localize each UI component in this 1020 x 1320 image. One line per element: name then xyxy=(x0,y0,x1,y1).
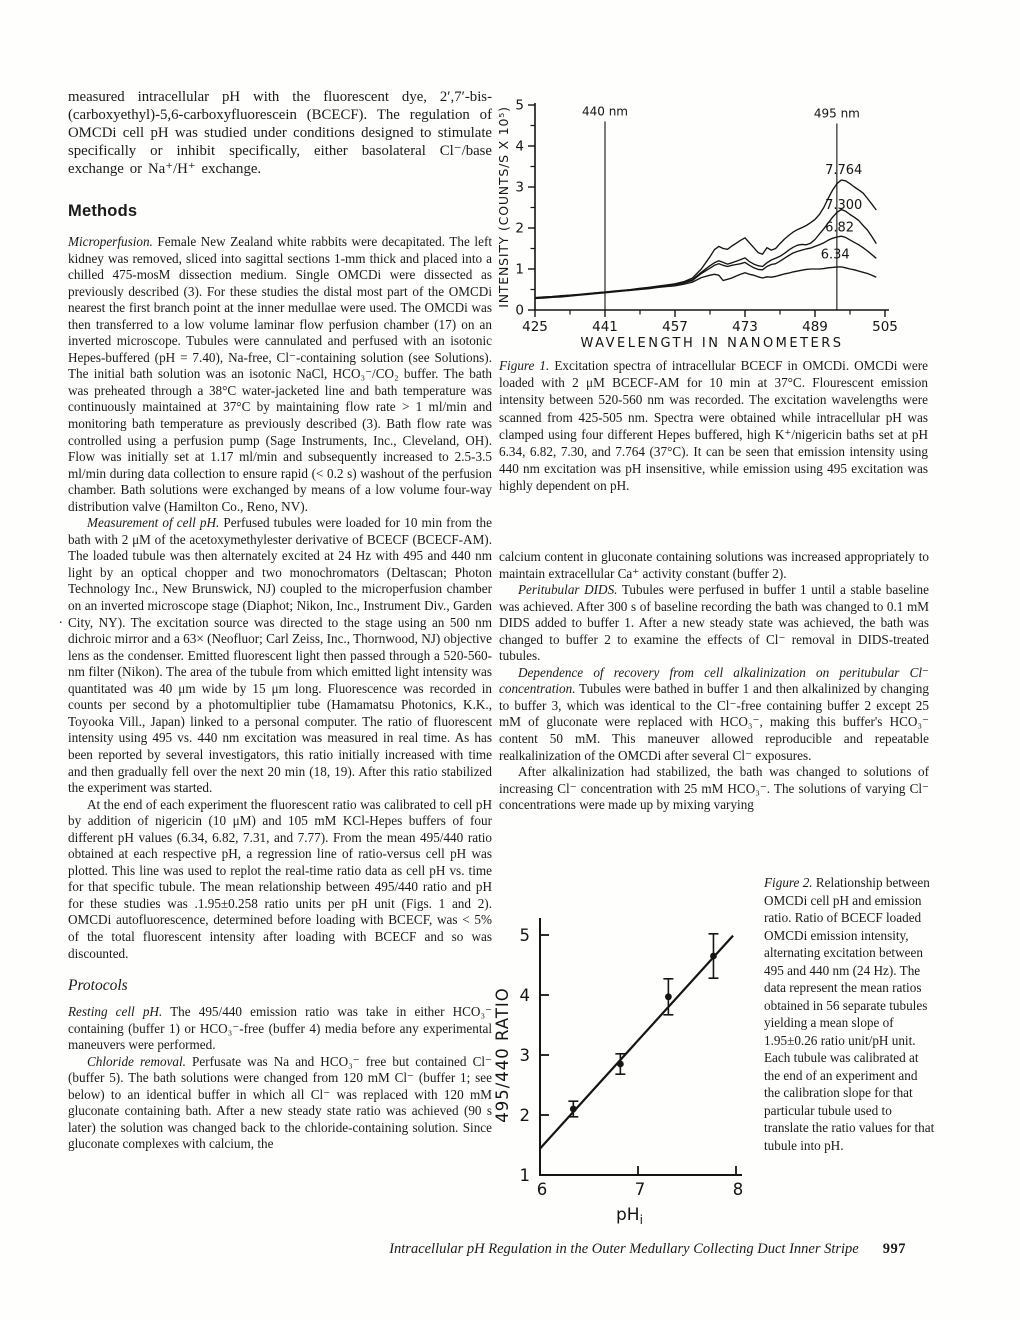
paragraph-lead: Dependence of recovery from cell alkalinization on peritubular Cl⁻ concentration. xyxy=(499,664,929,697)
paragraph-dependence xyxy=(499,665,929,764)
svg-text:441: 441 xyxy=(592,319,618,335)
left-column xyxy=(68,88,492,1153)
svg-text:7: 7 xyxy=(634,1180,646,1199)
svg-text:6.34: 6.34 xyxy=(820,247,850,263)
figure1-chart xyxy=(496,90,930,357)
figure1-caption-text: Excitation spectra of intracellular BCECF in OMCDi. OMCDi were loaded with 2 μM BCECF-AM for 10 min at 37°C. Flourescent emission intensity between 520-560 nm was recorded. The excitation wavelengths were scanned from 425-505 nm. Spectra were obtained while intracellular pH was clamped using four different Hepes buffered, high K⁺/nigericin baths set at pH 6.34, 6.82, 7.30, and 7.764 (37°C). It can be seen that emission intensity using 440 nm excitation was pH insensitive, while emission using 495 excitation was highly dependent on pH. xyxy=(499,358,929,494)
paragraph-measurement xyxy=(68,515,492,796)
svg-text:489: 489 xyxy=(802,319,828,335)
svg-text:4: 4 xyxy=(515,138,524,155)
margin-artifact: . xyxy=(59,612,63,627)
paragraph-text: Female New Zealand white rabbits were decapitated. The left kidney was removed, sliced into sagittal sections 1-mm thick and placed into a chilled 475-mosM dissection medium. Single OMCDi were dissected as previously described (3). For these studies the distal most part of the OMCDi nearest the first branch point at the inner medullae were used. The OMCDi was then transferred to a low volume laminar flow perfusion chamber (17) on an inverted microscope. Tubules were cannulated and perfused with an isotonic Hepes-buffered (pH = 7.40), Na-free, Cl⁻-containing solution (see Solutions). The initial bath solution was an isotonic NaCl, HCO₃⁻/CO₂ buffer. The bath was preheated through a 38°C water-jacketed line and bath temperature was continuously maintained at 37°C by maintaining flow rate > 1 ml/min and monitoring bath temperature as previously described (3). Bath flow rate was controlled using a perfusion pump (Sage Instruments, Inc., Cleveland, OH). Flow was initially set at 1.17 ml/min and subsequently increased to 2.5-3.5 ml/min during data collection to ensure rapid (< 0.2 s) washout of the perfusion chamber. Bath solutions were exchanged by means of a low volume four-way distribution valve (Hamilton Co., Reno, NV). xyxy=(68,234,492,514)
paragraph-microperfusion xyxy=(68,234,492,515)
paragraph-calcium xyxy=(499,549,929,582)
figure2-caption-lead: Figure 2. xyxy=(764,875,813,890)
page-number: 997 xyxy=(882,1241,906,1257)
paragraph-resting-ph xyxy=(68,1004,492,1054)
paragraph-lead: Chloride removal. xyxy=(87,1053,186,1069)
svg-text:3: 3 xyxy=(515,179,524,196)
figure2-caption-text: Relationship between OMCDi cell pH and emission ratio. Ratio of BCECF loaded OMCDi emission intensity, alternating excitation between 495 and 440 nm (24 Hz). The data represent the mean ratios obtained in 56 separate tubules yielding a mean slope of 1.95±0.26 ratio unit/pH unit. Each tubule was calibrated at the end of an experiment and the calibration slope for that particular tubule used to translate the ratio values for that tubule into pH. xyxy=(764,875,935,1153)
svg-text:7.300: 7.300 xyxy=(825,198,863,214)
methods-heading: Methods xyxy=(68,202,138,220)
svg-text:5: 5 xyxy=(519,926,530,945)
svg-text:2: 2 xyxy=(515,220,524,237)
figure2-chart xyxy=(486,898,776,1238)
svg-text:2: 2 xyxy=(519,1106,530,1125)
svg-text:505: 505 xyxy=(872,319,898,335)
paragraph-lead: Microperfusion. xyxy=(68,234,153,249)
svg-text:457: 457 xyxy=(662,319,688,335)
svg-text:3: 3 xyxy=(519,1046,530,1065)
svg-text:440 nm: 440 nm xyxy=(581,104,629,119)
paragraph-text: The 495/440 emission ratio was take in either HCO₃⁻ containing (buffer 1) or HCO₃⁻-free (buffer 4) media before any experimental maneuvers were performed. xyxy=(68,1004,492,1053)
svg-text:1: 1 xyxy=(515,261,524,278)
protocols-heading: Protocols xyxy=(68,977,128,995)
svg-text:0: 0 xyxy=(515,302,524,319)
svg-text:5: 5 xyxy=(515,97,524,114)
paragraph-text: Perfused tubules were loaded for 10 min from the bath with 2 μM of the acetoxymethylester derivative of BCECF (BCECF-AM). The loaded tubule was then alternately excited at 24 Hz with 495 and 440 nm light by an optical chopper and two monochromators (Deltascan; Photon Technology Inc., New Brunswick, NJ) coupled to the microperfusion chamber on an inverted microscope stage (Diaphot; Nikon, Inc., Instrument Div., Garden City, NY). The excitation source was directed to the stage using an 500 nm dichroic mirror and a 63× (Neofluor; Carl Zeiss, Inc., Thornwood, NJ) objective lens as the condenser. Emitted fluorescent light then passed through a 520-560-nm filter (Nikon). The area of the tubule from which emitted light intensity was quantitated was 40 μm wide by 15 μm long. Fluorescence was recorded in counts per second by a photomultiplier tube (Hamamatsu Photonics, K.K., Toyooka Vill., Japan) linked to a personal computer. The ratio of fluorescent intensity using 495 vs. 440 nm excitation was measured in real time. As has been reported by several investigators, this ratio initially increased with time and then gradually fell over the next 20 min (18, 19). After this ratio stabilized the experiment was started. xyxy=(68,515,493,796)
svg-text:7.764: 7.764 xyxy=(825,162,863,178)
figure1-caption xyxy=(499,357,928,495)
svg-text:WAVELENGTH IN NANOMETERS: WAVELENGTH IN NANOMETERS xyxy=(580,336,844,351)
paragraph-after-alkalinization xyxy=(499,764,929,814)
svg-text:6.82: 6.82 xyxy=(825,220,855,236)
paragraph-text: calcium content in gluconate containing solutions was increased appropriately to maintain extracellular Ca⁺ activity constant (buffer 2). xyxy=(499,549,929,581)
paragraph-lead: Peritubular DIDS. xyxy=(518,582,618,598)
svg-text:425: 425 xyxy=(522,319,548,335)
footer-running-title: Intracellular pH Regulation in the Outer Medullary Collecting Duct Inner Stripe xyxy=(389,1241,859,1257)
svg-text:8: 8 xyxy=(732,1180,744,1199)
paragraph-lead: Resting cell pH. xyxy=(68,1004,163,1020)
svg-text:495/440 RATIO: 495/440 RATIO xyxy=(493,987,512,1123)
paragraph-text: Perfusate was Na and HCO₃⁻ free but contained Cl⁻ (buffer 5). The bath solutions were changed from 120 mM Cl⁻ (buffer 1; see below) to an identical buffer in which all Cl⁻ was replaced with 120 mM gluconate containing bath. After a new steady state ratio was achieved (90 s later) the solution was changed back to the chloride-containing solution. Since gluconate complexes with calcium, the xyxy=(68,1053,492,1152)
svg-text:495 nm: 495 nm xyxy=(813,106,860,121)
svg-text:473: 473 xyxy=(732,319,758,335)
svg-text:INTENSITY (COUNTS/S X 10⁵): INTENSITY (COUNTS/S X 10⁵) xyxy=(496,106,511,308)
paragraph-text: After alkalinization had stabilized, the bath was changed to solutions of increasing Cl⁻ concentration with 25 mM HCO₃⁻. The solutions of varying Cl⁻ concentrations were made up by mixing varying xyxy=(499,764,929,813)
paragraph-peritubular-dids xyxy=(499,582,929,665)
intro-paragraph: measured intracellular pH with the fluorescent dye, 2′,7′-bis-(carboxyethyl)-5,6-carboxyfluorescein (BCECF). The regulation of OMCDi cell pH was studied under conditions designed to stimulate specifically or inhibit specifically, either basolateral Cl⁻/base exchange or Na⁺/H⁺ exchange. xyxy=(68,89,492,177)
svg-text:1: 1 xyxy=(519,1166,530,1185)
right-column xyxy=(499,549,929,814)
figure2-caption xyxy=(764,874,935,1154)
svg-text:6: 6 xyxy=(536,1180,548,1199)
paragraph-text: Tubules were bathed in buffer 1 and then alkalinized by changing to buffer 3, which was identical to the Cl⁻-free containing buffer 2 except 25 mM of gluconate were replaced with HCO₃⁻, making this buffer's HCO₃⁻ content 50 mM. This maneuver allowed reproducible and repeatable realkalinization of the OMCDi after several Cl⁻ exposures. xyxy=(499,681,929,763)
paragraph-chloride-removal xyxy=(68,1054,492,1153)
figure1-caption-lead: Figure 1. xyxy=(499,358,550,373)
paragraph-calibration xyxy=(68,797,492,962)
svg-text:pHi: $pH_i$ xyxy=(616,1205,643,1227)
paragraph-lead: Measurement of cell pH. xyxy=(87,515,220,531)
footer xyxy=(68,1241,906,1258)
paragraph-text: At the end of each experiment the fluorescent ratio was calibrated to cell pH by addition of nigericin (10 μM) and 105 mM KCl-Hepes buffers of four different pH values (6.34, 6.82, 7.31, and 7.77). From the mean 495/440 ratio obtained at each respective pH, a regression line of ratio-versus cell pH was plotted. This line was used to replot the real-time ratio data as cell pH vs. time for that specific tubule. The mean relationship between 495/440 ratio and pH for these studies was .1.95±0.258 ratio units per pH unit (Figs. 1 and 2). OMCDi autofluorescence, determined before loading with BCECF, was < 5% of the total fluorescent intensity after loading with BCECF and so was discounted. xyxy=(68,796,492,961)
svg-text:4: 4 xyxy=(519,986,530,1005)
paragraph-text: Tubules were perfused in buffer 1 until a stable baseline was achieved. After 300 s of baseline recording the bath was changed to 0.1 mM DIDS added to buffer 1. After a new steady state was achieved, the bath was changed to buffer 2 to examine the effects of Cl⁻ removal in DIDS-treated tubules. xyxy=(499,582,929,664)
